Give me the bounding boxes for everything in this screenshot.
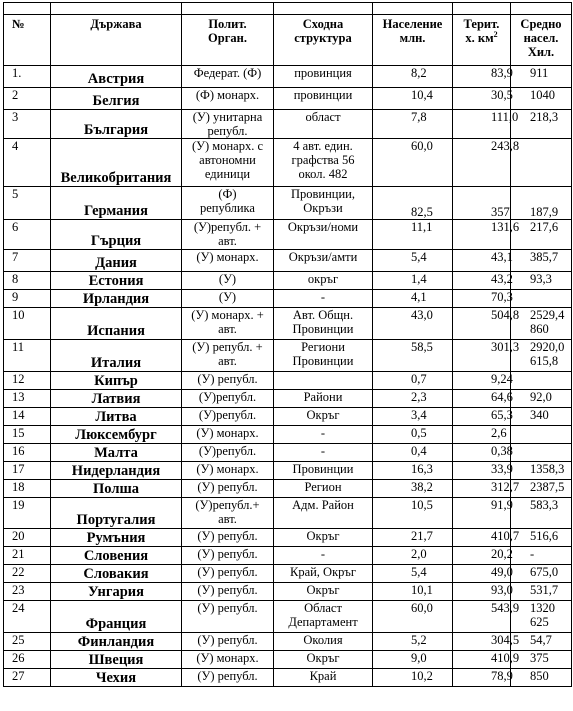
structure-cell: Край, Окръг [274, 565, 373, 583]
table-row [4, 308, 572, 340]
country-name-cell: Люксембург [51, 426, 182, 444]
spacer-cell [182, 3, 274, 15]
population-cell: 1,4 [373, 272, 453, 290]
structure-cell: - [274, 547, 373, 565]
territory-cell: 30,5 [453, 88, 511, 110]
row-number-cell: 11 [4, 340, 51, 372]
structure-cell: Край [274, 669, 373, 687]
table-row [4, 480, 572, 498]
political-organization-cell: (У) [182, 272, 274, 290]
table-row [4, 220, 572, 250]
territory-cell: 543,9 [453, 601, 511, 633]
density-cell: 2920,0 615,8 [511, 340, 572, 372]
table-row [4, 110, 572, 139]
density-cell: - [511, 547, 572, 565]
density-cell: 1040 [511, 88, 572, 110]
population-cell: 9,0 [373, 651, 453, 669]
population-cell: 5,4 [373, 250, 453, 272]
row-number-cell: 25 [4, 633, 51, 651]
country-name-cell: Словения [51, 547, 182, 565]
table-row [4, 444, 572, 462]
population-cell: 2,0 [373, 547, 453, 565]
row-number-cell: 9 [4, 290, 51, 308]
territory-cell: 504,8 [453, 308, 511, 340]
territory-cell: 312,7 [453, 480, 511, 498]
row-number-cell: 15 [4, 426, 51, 444]
density-cell [511, 139, 572, 187]
structure-cell: Окръг [274, 529, 373, 547]
territory-cell: 70,3 [453, 290, 511, 308]
structure-cell: Провинции [274, 462, 373, 480]
territory-cell: 93,0 [453, 583, 511, 601]
header-political-organization: Полит. Орган. [182, 15, 274, 66]
density-cell: 2529,4 860 [511, 308, 572, 340]
table-body [4, 66, 572, 687]
structure-cell: - [274, 426, 373, 444]
density-cell [511, 444, 572, 462]
table-row [4, 139, 572, 187]
table-row [4, 66, 572, 88]
structure-cell [274, 372, 373, 390]
population-cell: 10,4 [373, 88, 453, 110]
structure-cell: Авт. Общн. Провинции [274, 308, 373, 340]
row-number-cell: 19 [4, 498, 51, 529]
population-cell: 82,5 [373, 187, 453, 220]
political-organization-cell: (У) монарх. + авт. [182, 308, 274, 340]
row-number-cell: 3 [4, 110, 51, 139]
territory-cell: 301,3 [453, 340, 511, 372]
country-name-cell: Италия [51, 340, 182, 372]
population-cell: 60,0 [373, 601, 453, 633]
spacer-cell [4, 3, 51, 15]
country-name-cell: Унгария [51, 583, 182, 601]
density-cell: 531,7 [511, 583, 572, 601]
territory-cell: 357 [453, 187, 511, 220]
row-number-cell: 12 [4, 372, 51, 390]
political-organization-cell: (У) монарх. [182, 651, 274, 669]
countries-table [3, 2, 572, 687]
structure-cell: Област Департамент [274, 601, 373, 633]
row-number-cell: 6 [4, 220, 51, 250]
table-row [4, 426, 572, 444]
territory-cell: 9,24 [453, 372, 511, 390]
row-number-cell: 8 [4, 272, 51, 290]
country-name-cell: Латвия [51, 390, 182, 408]
country-name-cell: Ирландия [51, 290, 182, 308]
row-number-cell: 17 [4, 462, 51, 480]
table-row [4, 669, 572, 687]
population-cell: 38,2 [373, 480, 453, 498]
country-name-cell: Кипър [51, 372, 182, 390]
structure-cell: окръг [274, 272, 373, 290]
political-organization-cell: (У) републ. [182, 480, 274, 498]
political-organization-cell: Федерат. (Ф) [182, 66, 274, 88]
table-row [4, 340, 572, 372]
political-organization-cell: (У) републ. [182, 547, 274, 565]
population-cell: 10,1 [373, 583, 453, 601]
row-number-cell: 10 [4, 308, 51, 340]
population-cell: 43,0 [373, 308, 453, 340]
table-row [4, 583, 572, 601]
spacer-cell [511, 3, 572, 15]
political-organization-cell: (У) [182, 290, 274, 308]
country-name-cell: Германия [51, 187, 182, 220]
territory-cell: 33,9 [453, 462, 511, 480]
territory-cell: 304,5 [453, 633, 511, 651]
country-name-cell: Швеция [51, 651, 182, 669]
table-row [4, 601, 572, 633]
political-organization-cell: (У)републ. [182, 390, 274, 408]
territory-cell: 0,38 [453, 444, 511, 462]
territory-cell: 243,8 [453, 139, 511, 187]
structure-cell: - [274, 444, 373, 462]
structure-cell: Регион [274, 480, 373, 498]
header-row [4, 15, 572, 66]
country-name-cell: Малта [51, 444, 182, 462]
population-cell: 0,7 [373, 372, 453, 390]
population-cell: 11,1 [373, 220, 453, 250]
row-number-cell: 5 [4, 187, 51, 220]
header-population: Население млн. [373, 15, 453, 66]
territory-cell: 49,0 [453, 565, 511, 583]
territory-cell: 83,9 [453, 66, 511, 88]
country-name-cell: Австрия [51, 66, 182, 88]
population-cell: 10,5 [373, 498, 453, 529]
population-cell: 2,3 [373, 390, 453, 408]
density-cell: 92,0 [511, 390, 572, 408]
political-organization-cell: (У) републ. [182, 529, 274, 547]
population-cell: 8,2 [373, 66, 453, 88]
row-number-cell: 1. [4, 66, 51, 88]
political-organization-cell: (У) републ. [182, 565, 274, 583]
density-cell: 340 [511, 408, 572, 426]
row-number-cell: 20 [4, 529, 51, 547]
country-name-cell: Португалия [51, 498, 182, 529]
population-cell: 10,2 [373, 669, 453, 687]
population-cell: 0,4 [373, 444, 453, 462]
population-cell: 16,3 [373, 462, 453, 480]
country-name-cell: Естония [51, 272, 182, 290]
spacer-cell [373, 3, 453, 15]
row-number-cell: 4 [4, 139, 51, 187]
table-row [4, 290, 572, 308]
spacer-cell [274, 3, 373, 15]
table-row [4, 529, 572, 547]
density-cell: 54,7 [511, 633, 572, 651]
density-cell: 850 [511, 669, 572, 687]
row-number-cell: 21 [4, 547, 51, 565]
territory-cell: 64,6 [453, 390, 511, 408]
country-name-cell: Гърция [51, 220, 182, 250]
structure-cell: Окръг [274, 651, 373, 669]
density-cell: 675,0 [511, 565, 572, 583]
table-row [4, 547, 572, 565]
spacer-cell [453, 3, 511, 15]
country-name-cell: България [51, 110, 182, 139]
row-number-cell: 22 [4, 565, 51, 583]
political-organization-cell: (У) монарх. с автономни единици [182, 139, 274, 187]
density-cell: 1358,3 [511, 462, 572, 480]
country-name-cell: Белгия [51, 88, 182, 110]
density-cell [511, 426, 572, 444]
population-cell: 5,4 [373, 565, 453, 583]
political-organization-cell: (У) републ. + авт. [182, 340, 274, 372]
country-name-cell: Словакия [51, 565, 182, 583]
structure-cell: Райони [274, 390, 373, 408]
density-cell: 93,3 [511, 272, 572, 290]
population-cell: 0,5 [373, 426, 453, 444]
row-number-cell: 2 [4, 88, 51, 110]
density-cell: 1320 625 [511, 601, 572, 633]
political-organization-cell: (У) монарх. [182, 250, 274, 272]
country-name-cell: Полша [51, 480, 182, 498]
density-cell: 385,7 [511, 250, 572, 272]
row-number-cell: 16 [4, 444, 51, 462]
density-cell [511, 290, 572, 308]
territory-cell: 410,7 [453, 529, 511, 547]
structure-cell: Адм. Район [274, 498, 373, 529]
territory-cell: 65,3 [453, 408, 511, 426]
row-number-cell: 26 [4, 651, 51, 669]
country-name-cell: Румъния [51, 529, 182, 547]
spacer-cell [51, 3, 182, 15]
row-number-cell: 13 [4, 390, 51, 408]
political-organization-cell: (У) републ. [182, 583, 274, 601]
density-cell: 516,6 [511, 529, 572, 547]
structure-cell: Окръзи/амти [274, 250, 373, 272]
political-organization-cell: (У) републ. [182, 633, 274, 651]
country-name-cell: Литва [51, 408, 182, 426]
header-country: Държава [51, 15, 182, 66]
structure-cell: Околия [274, 633, 373, 651]
table-row [4, 390, 572, 408]
political-organization-cell: (Ф) република [182, 187, 274, 220]
table-row [4, 88, 572, 110]
territory-cell: 43,2 [453, 272, 511, 290]
country-name-cell: Великобритания [51, 139, 182, 187]
density-cell: 187,9 [511, 187, 572, 220]
density-cell: 583,3 [511, 498, 572, 529]
table-row [4, 633, 572, 651]
header-structure: Сходна структура [274, 15, 373, 66]
row-number-cell: 7 [4, 250, 51, 272]
density-cell: 911 [511, 66, 572, 88]
table-row [4, 372, 572, 390]
country-name-cell: Дания [51, 250, 182, 272]
political-organization-cell: (У) републ. [182, 669, 274, 687]
political-organization-cell: (У)републ. + авт. [182, 220, 274, 250]
country-name-cell: Нидерландия [51, 462, 182, 480]
table-row [4, 651, 572, 669]
population-cell: 60,0 [373, 139, 453, 187]
table-row [4, 272, 572, 290]
political-organization-cell: (Ф) монарх. [182, 88, 274, 110]
political-organization-cell: (У) монарх. [182, 462, 274, 480]
country-name-cell: Финландия [51, 633, 182, 651]
population-cell: 3,4 [373, 408, 453, 426]
territory-cell: 2,6 [453, 426, 511, 444]
structure-cell: Окръзи/номи [274, 220, 373, 250]
row-number-cell: 18 [4, 480, 51, 498]
territory-cell: 131,6 [453, 220, 511, 250]
population-cell: 7,8 [373, 110, 453, 139]
political-organization-cell: (У) републ. [182, 601, 274, 633]
structure-cell: Окръг [274, 408, 373, 426]
table-row [4, 565, 572, 583]
table-row [4, 250, 572, 272]
country-name-cell: Франция [51, 601, 182, 633]
density-cell: 218,3 [511, 110, 572, 139]
density-cell [511, 372, 572, 390]
density-cell: 2387,5 [511, 480, 572, 498]
political-organization-cell: (У) монарх. [182, 426, 274, 444]
header-number: № [4, 15, 51, 66]
table-row [4, 187, 572, 220]
population-cell: 21,7 [373, 529, 453, 547]
political-organization-cell: (У)републ. [182, 444, 274, 462]
row-number-cell: 14 [4, 408, 51, 426]
structure-cell: 4 авт. един. графства 56 окол. 482 [274, 139, 373, 187]
header-territory: Терит. х. $км^2$ [453, 15, 511, 66]
territory-cell: 410,9 [453, 651, 511, 669]
structure-cell: провинция [274, 66, 373, 88]
structure-cell: - [274, 290, 373, 308]
population-cell: 4,1 [373, 290, 453, 308]
political-organization-cell: (У) унитарна републ. [182, 110, 274, 139]
table-row [4, 408, 572, 426]
territory-cell: 111,0 [453, 110, 511, 139]
structure-cell: Провинции, Окръзи [274, 187, 373, 220]
density-cell: 217,6 [511, 220, 572, 250]
population-cell: 58,5 [373, 340, 453, 372]
structure-cell: провинции [274, 88, 373, 110]
top-spacer-row [4, 3, 572, 15]
density-cell: 375 [511, 651, 572, 669]
structure-cell: област [274, 110, 373, 139]
country-name-cell: Чехия [51, 669, 182, 687]
table-row [4, 498, 572, 529]
territory-cell: 20,2 [453, 547, 511, 565]
row-number-cell: 23 [4, 583, 51, 601]
political-organization-cell: (У)републ. [182, 408, 274, 426]
territory-cell: 91,9 [453, 498, 511, 529]
country-name-cell: Испания [51, 308, 182, 340]
header-density: Средно насел. Хил. [511, 15, 572, 66]
table-row [4, 462, 572, 480]
row-number-cell: 24 [4, 601, 51, 633]
structure-cell: Окръг [274, 583, 373, 601]
population-cell: 5,2 [373, 633, 453, 651]
row-number-cell: 27 [4, 669, 51, 687]
territory-cell: 43,1 [453, 250, 511, 272]
political-organization-cell: (У)републ.+ авт. [182, 498, 274, 529]
political-organization-cell: (У) републ. [182, 372, 274, 390]
structure-cell: Региони Провинции [274, 340, 373, 372]
territory-cell: 78,9 [453, 669, 511, 687]
